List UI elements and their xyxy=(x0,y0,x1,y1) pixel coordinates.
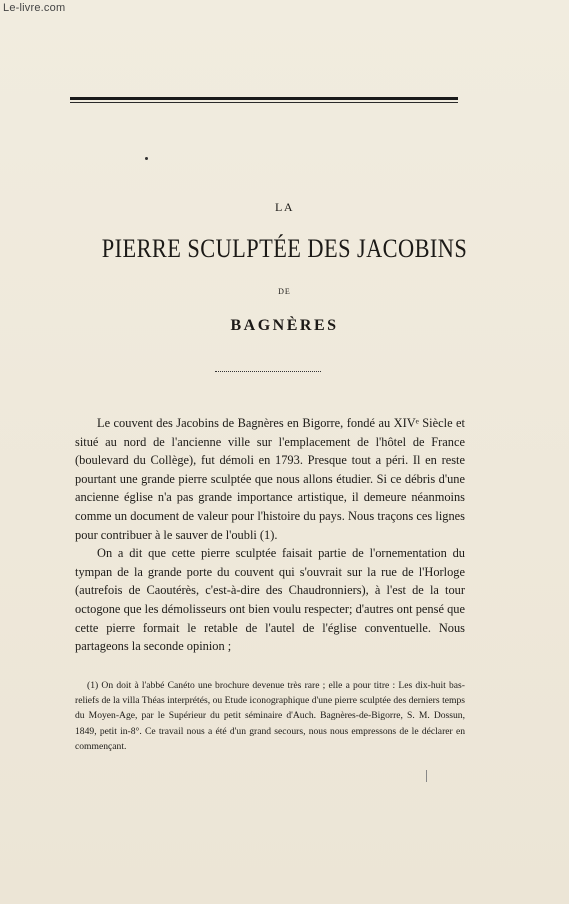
title-preposition: DE xyxy=(278,287,291,296)
stray-dot-mark xyxy=(145,157,148,160)
title-article-prefix: LA xyxy=(275,200,294,214)
header-double-rule xyxy=(70,97,458,100)
footnote xyxy=(75,678,465,754)
footnote-text: (1) On doit à l'abbé Canéto une brochure devenue très rare ; elle a pour titre : Les dix-huit bas-reliefs de la villa Théas interprétés, ou Etude iconographique d'une pierre sculptée des derniers temps du Moyen-Age, par le Supérieur du petit séminaire d'Auch. Bagnères-de-Bigorre, S. M. Dossun, 1849, petit in-8°. Ce travail nous a été d'un grand secours, nous nous empressons de le déclarer en commençant. xyxy=(75,680,465,752)
body-text xyxy=(75,414,465,656)
title-place: BAGNÈRES xyxy=(230,317,339,334)
body-paragraph-2: On a dit que cette pierre sculptée faisait partie de l'ornementation du tympan de la grande porte du couvent qui s'ouvrait sur la rue de l'Horloge (autrefois de Caoutérès, c'est-à-dire des Chaudronniers), à l'est de la tour octogone que les démolisseurs ont bien voulu respecter; d'autres ont pensé que cette pierre formait le retable de l'autel de l'église conventuelle. Nous partageons la seconde opinion ; xyxy=(75,546,465,654)
stray-pencil-mark xyxy=(426,770,427,782)
page-title: PIERRE SCULPTÉE DES JACOBINS xyxy=(101,234,468,263)
watermark: Le-livre.com xyxy=(3,2,66,14)
body-paragraph-1: Le couvent des Jacobins de Bagnères en Bigorre, fondé au XIVᵉ Siècle et situé au nord de l'ancienne ville sur l'emplacement de l'hôtel de France (boulevard du Collège), fut démoli en 1793. Presque tout a péri. Il en reste pourtant une grande pierre sculptée que nous allons étudier. Si ce débris d'une ancienne église n'a pas grande importance artistique, il demeure néanmoins comme un document de valeur pour l'histoire du pays. Nous traçons ces lignes pour contribuer à le sauver de l'oubli (1). xyxy=(75,416,465,542)
title-dotted-rule xyxy=(215,371,321,372)
